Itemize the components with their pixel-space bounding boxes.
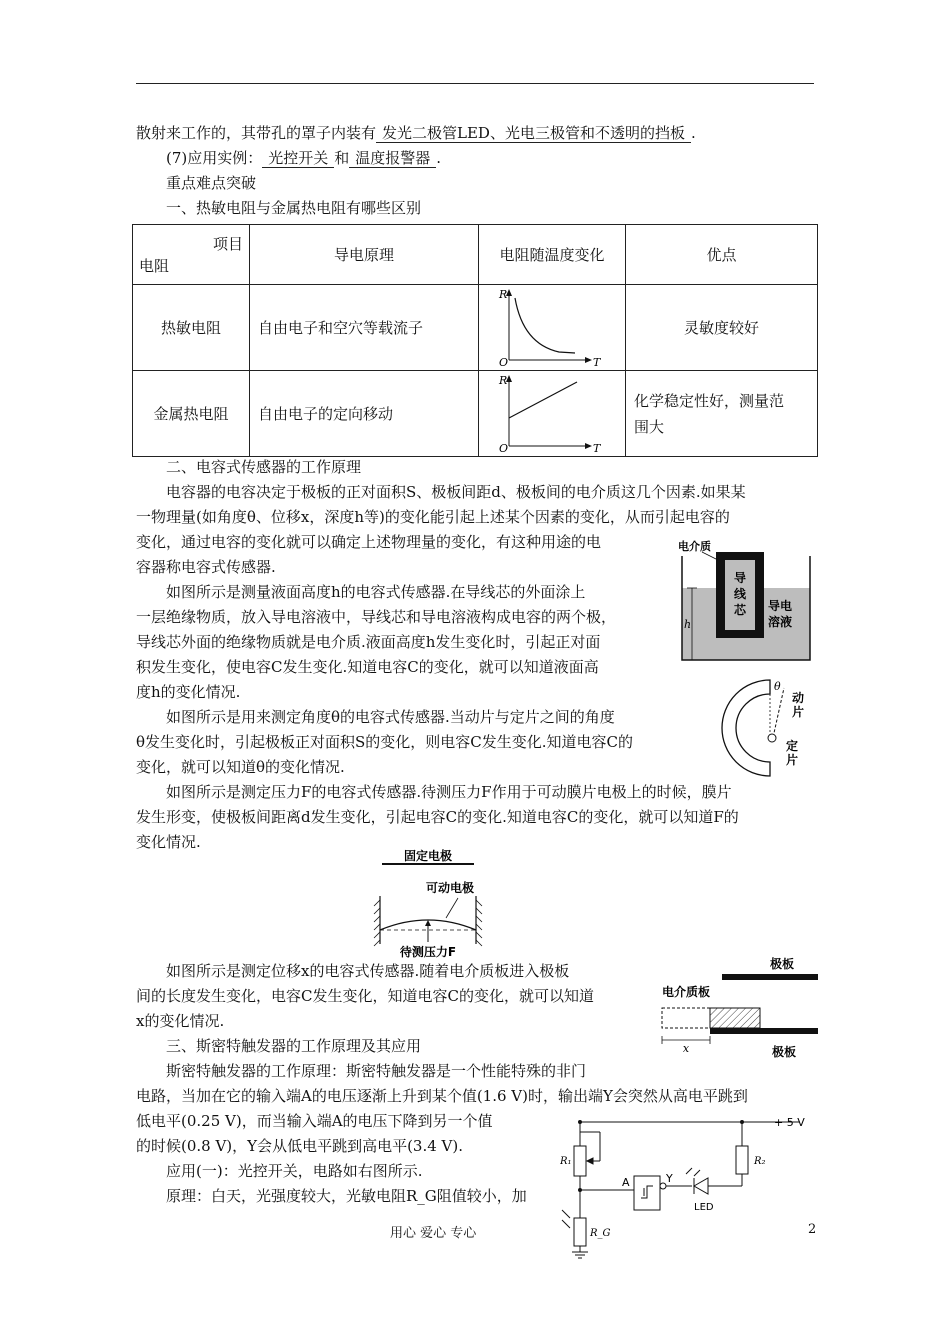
row-name: 金属热电阻 [133,371,250,457]
axis-label-t: T [593,355,601,369]
intro-suffix: . [690,124,696,142]
fixed-plate-label: 片 [786,753,799,767]
intro-filled-answer: 发光二极管LED、光电三极管和不透明的挡板 [376,124,691,143]
paragraph-line: 发生形变，使极板间距离d发生变化，引起电容C的变化.知道电容C的变化，就可以知道F的 [136,808,739,826]
pivot [768,734,776,742]
row-advantage [626,371,818,457]
graph-cell [479,371,626,457]
input-a-label: A [622,1176,630,1189]
paragraph-line: 如图所示是测量液面高度h的电容式传感器.在导线芯的外面涂上 [166,583,586,601]
apps-mid: 和 [334,149,350,167]
resistor-r1 [574,1146,586,1176]
increasing-graph [479,372,609,456]
paragraph-line: 如图所示是测定位移x的电容式传感器.随着电介质板进入极板 [166,962,570,980]
apps-fill-2: 温度报警器 [349,149,436,168]
angle-sensor-figure [720,674,820,780]
axis-label-r: R [499,287,508,301]
advantage-line-1: 化学稳定性好，测量范 [634,391,785,410]
row-advantage: 灵敏度较好 [626,285,818,371]
paragraph-line: 应用(一)：光控开关，电路如右图所示. [166,1162,423,1180]
core-label: 线 [733,587,747,601]
advantage-line-2: 围大 [634,417,665,436]
corner-bottom: 电阻 [139,256,170,275]
paragraph-line: 导线芯外面的绝缘物质就是电介质.液面高度h发生变化时，引起正对面 [136,633,601,651]
row-principle: 自由电子和空穴等载流子 [250,285,479,371]
paragraph-line: 度h的变化情况. [136,683,241,701]
fixed-plate-label: 定 [786,739,799,753]
dielectric-label: 电介质 [678,540,711,553]
key-heading: 重点难点突破 [166,174,257,192]
axis-label-r: R [499,373,508,387]
intro-line [136,122,696,144]
paragraph-line: 如图所示是用来测定角度θ的电容式传感器.当动片与定片之间的角度 [166,708,615,726]
paragraph-line: 变化情况. [136,833,201,851]
paragraph-line: 积发生变化，使电容C发生变化.知道电容C的变化，就可以知道液面高 [136,658,599,676]
led-diode [694,1178,708,1194]
theta-label: θ [774,680,781,693]
dielectric-plate-label: 电介质板 [662,985,711,999]
rg-label: R_G [590,1228,611,1239]
table-corner-cell [133,225,250,285]
paragraph-line: θ发生变化时，引起极板正对面积S的变化，则电容C发生变化.知道电容C的 [136,733,634,751]
led-label: LED [694,1202,714,1213]
graph-cell [479,285,626,371]
paragraph-line: 间的长度发生变化，电容C发生变化，知道电容C的变化，就可以知道 [136,987,594,1005]
table-row [133,371,818,457]
footer-motto: 用心 爱心 专心 [390,1226,477,1241]
top-plate [722,974,818,980]
paragraph-line: 斯密特触发器的工作原理：斯密特触发器是一个性能特殊的非门 [166,1062,587,1080]
bottom-plate [710,1028,818,1034]
corner-top: 项目 [212,234,243,253]
header-principle: 导电原理 [250,225,479,285]
apps-line [166,147,441,169]
output-y-label: Y [666,1172,673,1185]
row-name: 热敏电阻 [133,285,250,371]
section-2-title: 二、电容式传感器的工作原理 [166,458,362,476]
dielectric-plate [710,1008,760,1028]
section-1-title: 一、热敏电阻与金属热电阻有哪些区别 [166,199,422,217]
top-plate-label: 极板 [769,957,795,971]
page-number: 2 [808,1222,817,1237]
paragraph-line: 一层绝缘物质，放入导电溶液中，导线芯和导电溶液构成电容的两个极， [136,608,617,626]
paragraph-line: x的变化情况. [136,1012,225,1030]
resistor-rg [574,1218,586,1246]
paragraph-line: 低电平(0.25 V)，而当输入端A的电压下降到另一个值 [136,1112,493,1130]
apps-prefix: (7)应用实例： [166,149,263,167]
moving-plate-label: 动 [792,691,805,705]
paragraph-line: 电路，当加在它的输入端A的电压逐渐上升到某个值(1.6 V)时，输出端Y会突然从高电平跳到 [136,1087,748,1105]
apps-suffix: . [436,149,442,167]
intro-prefix: 散射来工作的，其带孔的罩子内装有 [136,124,377,142]
decreasing-graph [479,286,609,370]
height-label: h [684,618,692,631]
liquid-level-sensor-figure [672,538,818,666]
core-label: 芯 [733,603,747,617]
axis-label-origin: O [499,441,509,455]
header-advantage: 优点 [626,225,818,285]
movable-electrode-label: 可动电极 [425,881,475,895]
pressure-sensor-figure [360,846,496,960]
light-control-circuit-figure [560,1112,818,1262]
header-temperature: 电阻随温度变化 [479,225,626,285]
paragraph-line: 容器称电容式传感器. [136,558,276,576]
paragraph-line: 的时候(0.8 V)，Y会从低电平跳到高电平(3.4 V). [136,1137,463,1155]
bottom-plate-label: 极板 [771,1045,797,1059]
paragraph-line: 如图所示是测定压力F的电容式传感器.待测压力F作用于可动膜片电极上的时候，膜片 [166,783,732,801]
paragraph-line: 变化，就可以知道θ的变化情况. [136,758,345,776]
row-principle: 自由电子的定向移动 [250,371,479,457]
vcc-label: + 5 V [774,1116,805,1129]
table-header-row [133,225,818,285]
fixed-electrode-label: 固定电极 [403,849,453,863]
displacement-sensor-figure [656,956,818,1060]
section-3-title: 三、斯密特触发器的工作原理及其应用 [166,1037,422,1055]
axis-label-origin: O [499,355,509,369]
paragraph-line: 一物理量(如角度θ、位移x，深度h等)的变化能引起上述某个因素的变化，从而引起电容的 [136,508,730,526]
table-row [133,285,818,371]
paragraph-line: 变化，通过电容的变化就可以确定上述物理量的变化，有这种用途的电 [136,533,602,551]
solution-label: 导电 [767,599,793,613]
r1-label: R₁ [560,1156,572,1167]
header-rule [136,83,814,84]
x-label: x [682,1042,690,1055]
resistor-r2 [736,1146,748,1174]
core-label: 导 [733,571,747,585]
paragraph-line: 原理：白天，光强度较大，光敏电阻R_G阻值较小，加 [166,1187,527,1205]
fixed-plate [722,680,770,776]
axis-label-t: T [593,441,601,455]
solution-label: 溶液 [767,615,793,629]
paragraph-line: 电容器的电容决定于极板的正对面积S、极板间距d、极板间的电介质这几个因素.如果某 [166,483,746,501]
resistor-comparison-table [132,224,818,457]
apps-fill-1: 光控开关 [262,149,334,168]
force-label: 待测压力F [399,945,457,959]
moving-plate-label: 片 [792,705,805,719]
r2-label: R₂ [754,1156,766,1167]
